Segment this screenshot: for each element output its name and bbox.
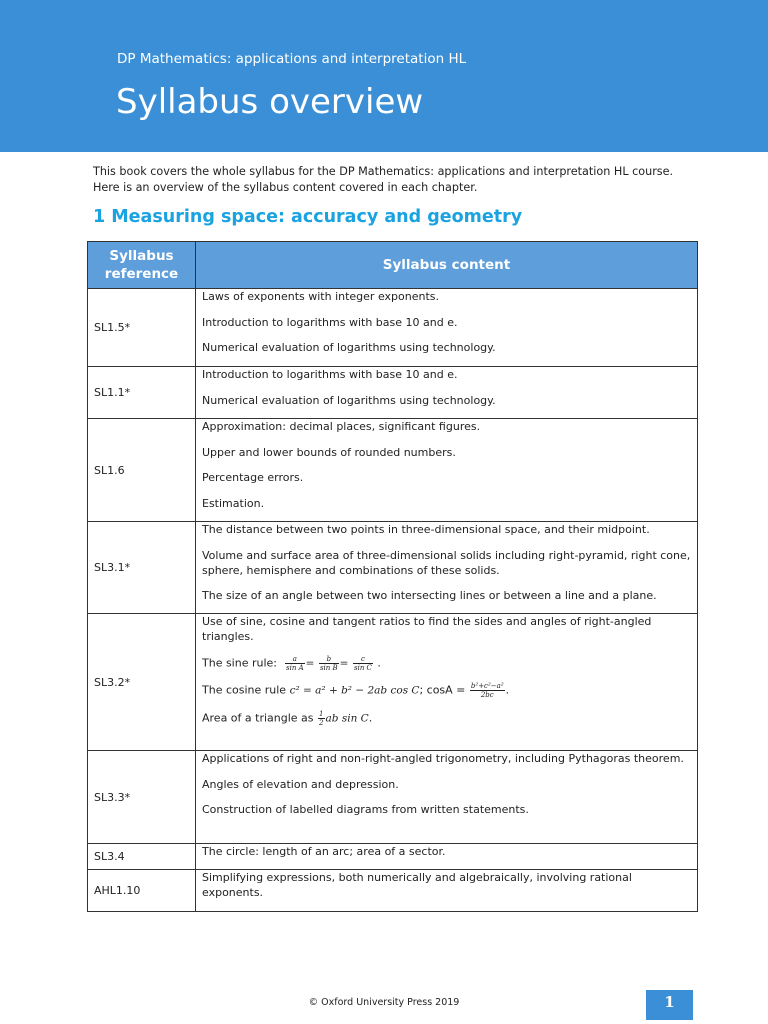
- content-line: Use of sine, cosine and tangent ratios to find the sides and angles of right-angled triangles.: [202, 615, 652, 643]
- syllabus-content: [196, 289, 698, 367]
- page-number: 1: [646, 990, 693, 1020]
- table-row: [88, 367, 698, 419]
- syllabus-ref: AHL1.10: [88, 870, 196, 912]
- content-line: Introduction to logarithms with base 10 and e.: [202, 368, 458, 381]
- cosine-rule-formula: c² = a² + b² − 2ab cos C: [289, 684, 420, 697]
- table-row: [88, 289, 698, 367]
- content-line: Angles of elevation and depression.: [202, 777, 399, 791]
- syllabus-ref: SL3.1*: [88, 522, 196, 614]
- content-line: Percentage errors.: [202, 471, 304, 484]
- syllabus-ref: SL3.3*: [88, 751, 196, 844]
- course-subtitle: DP Mathematics: applications and interpretation HL: [117, 51, 467, 67]
- sine-rule-line: The sine rule: $\frac{a}{\text{sin A}}$ = $\frac{b}{\text{sin B}}$ = $\frac{c}{\text{sin C}}$ .: [202, 654, 381, 672]
- table-row: [88, 419, 698, 522]
- fraction: $\frac{b}{\text{sin B}}$: [319, 654, 338, 672]
- sine-rule-label: The sine rule:: [202, 656, 278, 669]
- content-line: Estimation.: [202, 496, 265, 510]
- syllabus-content: [196, 751, 698, 844]
- syllabus-content: [196, 614, 698, 751]
- syllabus-content: [196, 844, 698, 870]
- intro-paragraph: This book covers the whole syllabus for the DP Mathematics: applications and interpretation HL course. Here is an overview of the syllabus content covered in each chapter.: [93, 165, 674, 194]
- syllabus-ref: SL3.4: [88, 844, 196, 870]
- syllabus-ref: SL1.6: [88, 419, 196, 522]
- syllabus-ref: SL1.1*: [88, 367, 196, 419]
- syllabus-content: [196, 522, 698, 614]
- cosine-rule-line: The cosine rule c² = a² + b² − 2ab cos C; cosA = $\frac{\text{b²+c²−a²}}{2bc}$ .: [202, 682, 510, 699]
- syllabus-content: [196, 870, 698, 912]
- header-banner: [0, 0, 768, 152]
- content-line: Approximation: decimal places, significant figures.: [202, 420, 481, 433]
- content-line: The distance between two points in three-dimensional space, and their midpoint.: [202, 523, 650, 536]
- syllabus-ref: SL3.2*: [88, 614, 196, 751]
- fraction: $\frac{a}{\text{sin A}}$: [286, 654, 304, 672]
- table-row: [88, 844, 698, 870]
- area-line: Area of a triangle as $\frac{1}{2}$ ab sin C.: [202, 709, 373, 727]
- syllabus-content: [196, 419, 698, 522]
- content-line: The size of an angle between two intersecting lines or between a line and a plane.: [202, 589, 657, 602]
- area-expr: ab sin C: [325, 712, 369, 724]
- page-title: Syllabus overview: [116, 82, 424, 122]
- content-line: Laws of exponents with integer exponents.: [202, 290, 439, 303]
- chapter-heading: 1 Measuring space: accuracy and geometry: [93, 207, 523, 227]
- table-row: [88, 614, 698, 751]
- copyright-footer: © Oxford University Press 2019: [308, 997, 460, 1008]
- content-line: The circle: length of an arc; area of a sector.: [202, 845, 446, 858]
- content-line: Simplifying expressions, both numerically and algebraically, involving rational exponents.: [202, 871, 632, 899]
- content-line: Applications of right and non-right-angled trigonometry, including Pythagoras theorem.: [202, 752, 684, 765]
- cosine-rule-label: The cosine rule: [202, 683, 287, 697]
- content-line: Numerical evaluation of logarithms using technology.: [202, 341, 496, 354]
- syllabus-table: [87, 241, 698, 912]
- content-line: Upper and lower bounds of rounded numbers.: [202, 445, 456, 459]
- table-row: [88, 751, 698, 844]
- content-line: Numerical evaluation of logarithms using technology.: [202, 393, 496, 407]
- table-row: [88, 522, 698, 614]
- content-line: Introduction to logarithms with base 10 and e.: [202, 315, 458, 329]
- syllabus-ref: SL1.5*: [88, 289, 196, 367]
- area-label: Area of a triangle as: [202, 711, 314, 724]
- fraction: $\frac{1}{2}$: [319, 709, 324, 727]
- fraction: $\frac{c}{\text{sin C}}$: [353, 654, 372, 672]
- table-row: [88, 870, 698, 912]
- content-line: Volume and surface area of three-dimensional solids including right-pyramid, right cone, sphere, hemisphere and combinations of these solids.: [202, 548, 691, 577]
- content-line: Construction of labelled diagrams from written statements.: [202, 803, 529, 816]
- header-syllabus-reference: Syllabus reference: [88, 242, 196, 289]
- cosine-rule-sep: ; cosA =: [419, 683, 466, 697]
- fraction: $\frac{\text{b²+c²−a²}}{2bc}$: [470, 682, 504, 699]
- header-syllabus-content: Syllabus content: [196, 242, 698, 289]
- syllabus-content: [196, 367, 698, 419]
- table-header-row: [88, 242, 698, 289]
